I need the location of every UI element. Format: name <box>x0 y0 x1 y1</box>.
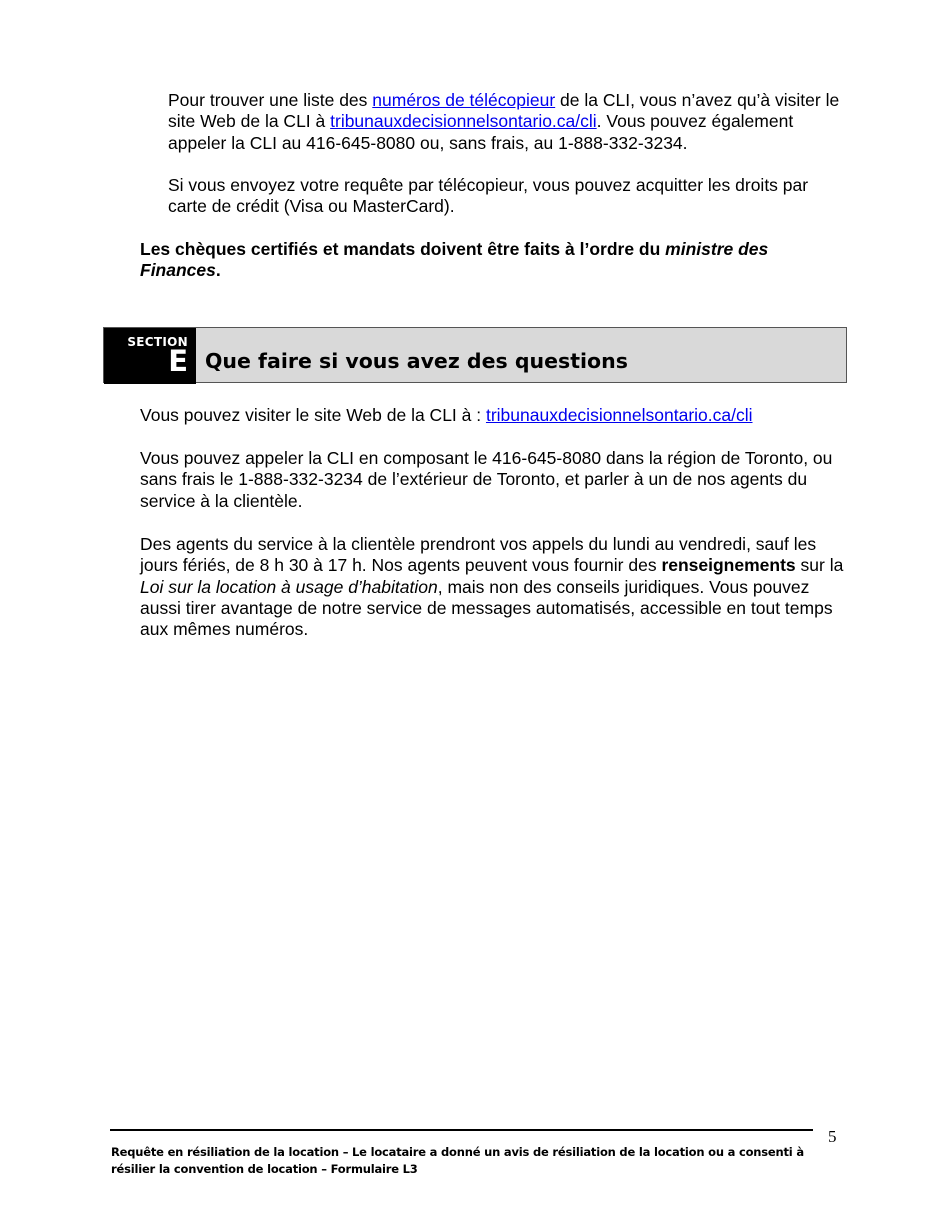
phone-paragraph: Vous pouvez appeler la CLI en composant le 416-645-8080 dans la région de Toronto, ou sans frais le 1-888-332-3234 de l’extérieur de Toronto, et parler à un de nos agents du service à la clientèle. <box>140 448 833 511</box>
footer-form-title: Requête en résiliation de la location – Le locataire a donné un avis de résiliation de la location ou a consenti à résilier la convention de location – Formulaire L3 <box>111 1145 804 1176</box>
section-letter: E <box>168 344 188 378</box>
visit-website-paragraph <box>140 405 850 426</box>
hours-paragraph <box>140 534 850 640</box>
fax-text-middle: de la CLI, vous n’avez qu’à visiter le site Web de la CLI à <box>168 90 840 132</box>
cheques-note-text: Les chèques certifiés et mandats doivent être faits à l’ordre du <box>140 239 666 259</box>
website-link-section-e[interactable]: tribunauxdecisionnelsontario.ca/cli <box>485 405 753 425</box>
fax-numbers-paragraph <box>168 90 848 154</box>
cheques-note <box>140 239 850 282</box>
visit-text: Vous pouvez visiter le site Web de la CLI à : <box>140 405 486 425</box>
section-label: SECTION <box>127 335 188 349</box>
cheques-payee: ministre des Finances <box>140 239 769 281</box>
fax-numbers-link[interactable]: numéros de télécopieur <box>372 90 556 110</box>
cheques-note-end: . <box>215 260 221 281</box>
hours-law-title: Loi sur la location à usage d’habitation <box>140 576 438 597</box>
section-e-header <box>103 327 847 383</box>
section-tag <box>104 328 196 384</box>
fax-payment-paragraph: Si vous envoyez votre requête par télécopieur, vous pouvez acquitter les droits par carte de crédit (Visa ou MasterCard). <box>168 175 809 217</box>
fax-text-end: . Vous pouvez également appeler la CLI au 416-645-8080 ou, sans frais, au 1-888-332-3234. <box>168 111 794 153</box>
footer-divider <box>110 1129 813 1131</box>
fax-text-start: Pour trouver une liste des <box>168 90 373 110</box>
hours-text-2: sur la <box>795 555 844 576</box>
hours-text-1: Des agents du service à la clientèle prendront vos appels du lundi au vendredi, sauf les jours fériés, de 8 h 30 à 17 h. Nos agents peuvent vous fournir des <box>140 534 817 576</box>
section-title: Que faire si vous avez des questions <box>205 349 628 373</box>
hours-text-3: , mais non des conseils juridiques. Vous pouvez aussi tirer avantage de notre service de messages automatisés, accessible en tout temps aux mêmes numéros. <box>140 576 833 640</box>
website-link[interactable]: tribunauxdecisionnelsontario.ca/cli <box>330 111 597 132</box>
page-number: 5 <box>828 1127 837 1146</box>
hours-bold-info: renseignements <box>661 555 796 576</box>
